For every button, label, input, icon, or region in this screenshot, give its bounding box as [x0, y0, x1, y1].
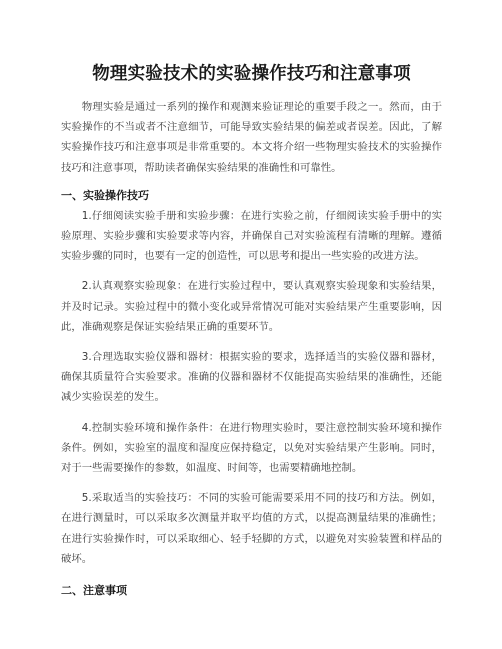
- technique-item-1: 1.仔细阅读实验手册和实验步骤：在进行实验之前，仔细阅读实验手册中的实验原理、实验步骤和实验要求等内容，并确保自己对实验流程有清晰的理解。遵循实验步骤的同时，也要有一定的创造性，可以思考和提出一些实验的改进方法。: [61, 209, 442, 263]
- document-title: 物理实验技术的实验操作技巧和注意事项: [92, 64, 411, 84]
- technique-item-4: 4.控制实验环境和操作条件：在进行物理实验时，要注意控制实验环境和操作条件。例如，实验室的温度和湿度应保持稳定，以免对实验结果产生影响。同时，对于一些需要操作的参数，如温度、时间等，也需要精确地控制。: [61, 421, 442, 475]
- technique-item-5: 5.采取适当的实验技巧：不同的实验可能需要采用不同的技巧和方法。例如，在进行测量时，可以采取多次测量并取平均值的方式，以提高测量结果的准确性；在进行实验操作时，可以采取细心、轻手轻脚的方式，以避免对实验装置和样品的破坏。: [61, 492, 442, 565]
- intro-paragraph: 物理实验是通过一系列的操作和观测来验证理论的重要手段之一。然而，由于实验操作的不当或者不注意细节，可能导致实验结果的偏差或者误差。因此，了解实验操作技巧和注意事项是非常重要的。本文将介绍一些物理实验技术的实验操作技巧和注意事项，帮助读者确保实验结果的准确性和可靠性。: [61, 101, 442, 174]
- technique-item-3: 3.合理选取实验仪器和器材：根据实验的要求，选择适当的实验仪器和器材，确保其质量符合实验要求。准确的仪器和器材不仅能提高实验结果的准确性，还能减少实验误差的发生。: [61, 351, 442, 404]
- technique-item-2: 2.认真观察实验现象：在进行实验过程中，要认真观察实验现象和实验结果，并及时记录。实验过程中的微小变化或异常情况可能对实验结果产生重要影响，因此，准确观察是保证实验结果正确的重要环节。: [61, 280, 442, 333]
- section-heading-precautions: 二、注意事项: [61, 584, 127, 598]
- section-heading-techniques: 一、实验操作技巧: [61, 188, 149, 202]
